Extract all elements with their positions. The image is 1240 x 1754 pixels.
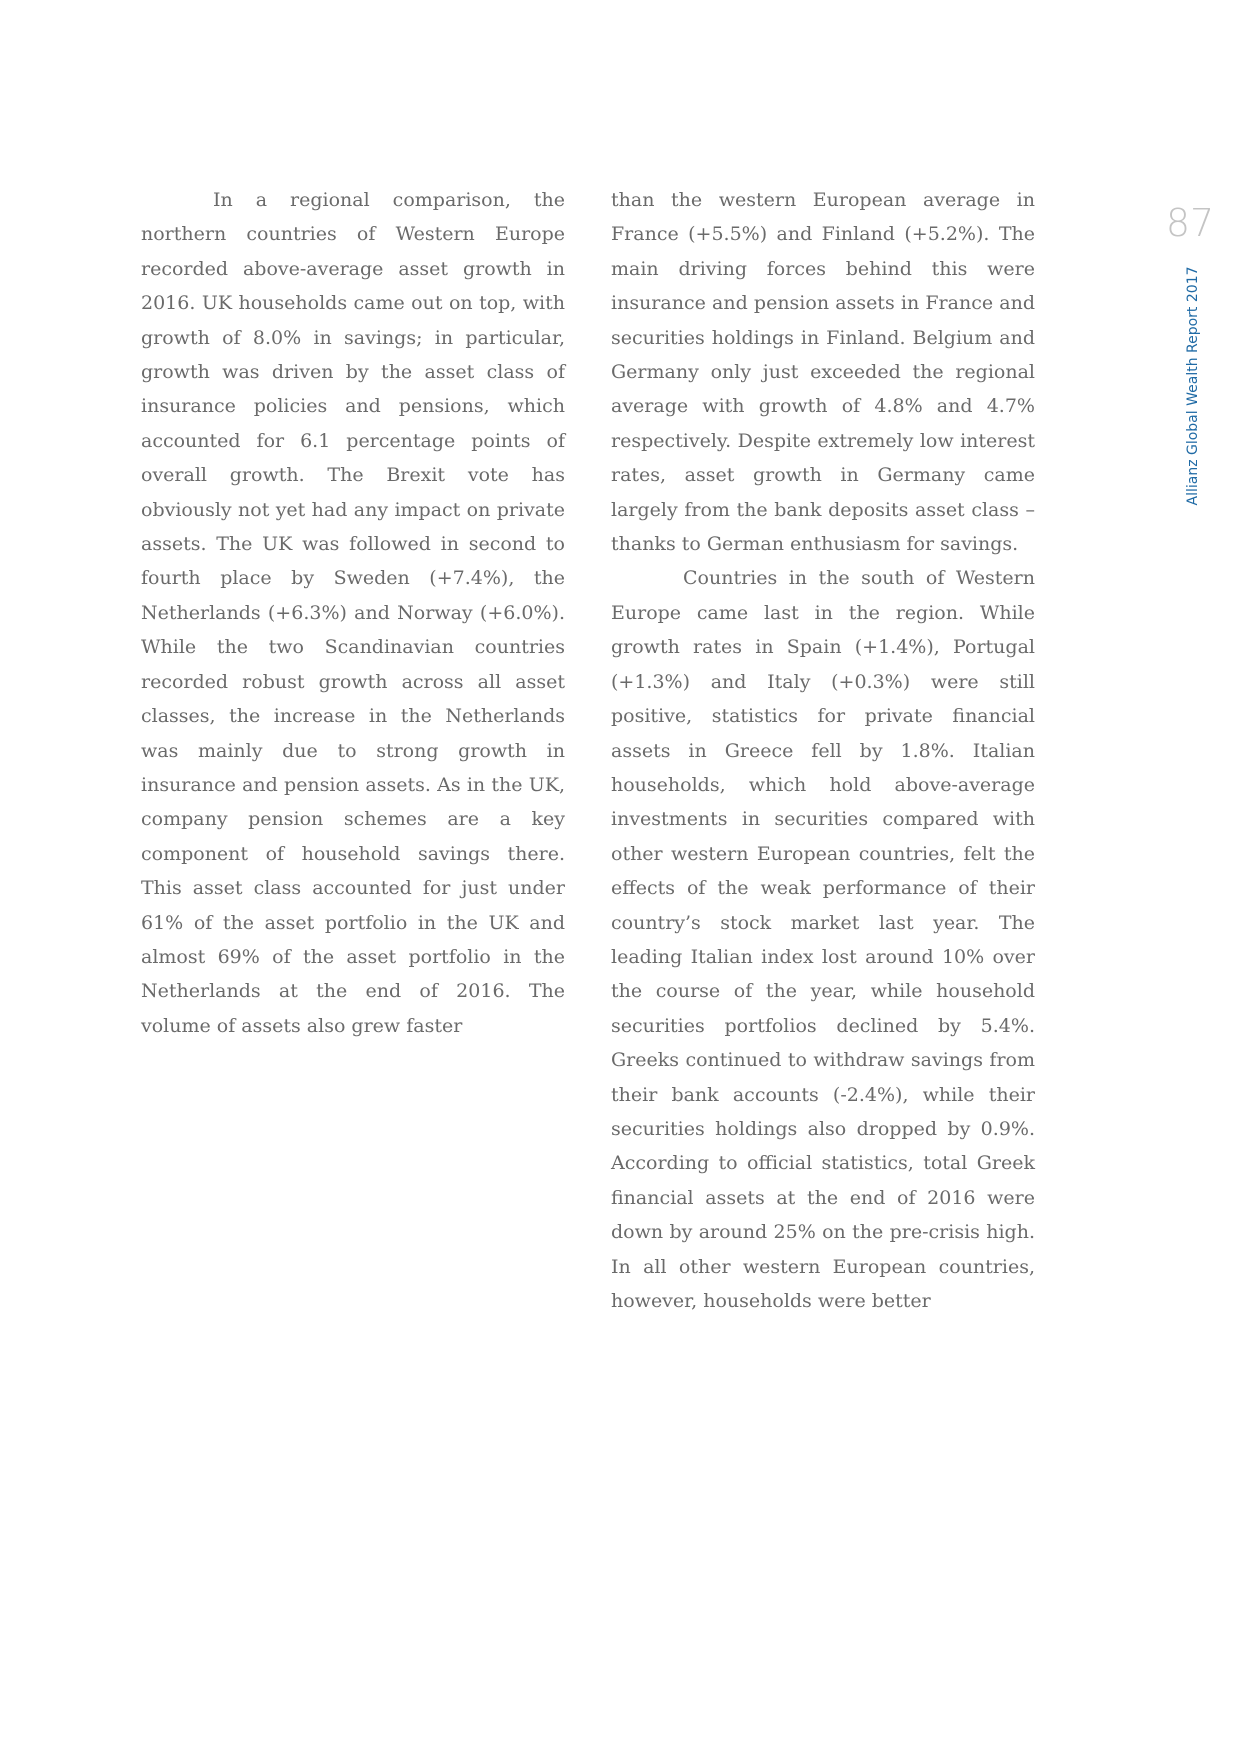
paragraph: Countries in the south of Western Europe came last in the region. While growth rates in Spain (+1.4%), Portugal (+1.3%) and Italy (+0.3%) were still positive, statistics for private financial assets in Greece fell by 1.8%. Italian households, which hold above-average investments in securities compared with other western European countries, felt the effects of the weak performance of their country’s stock market last year. The leading Italian index lost around 10% over the course of the year, while household securities portfolios declined by 5.4%. Greeks continued to withdraw savings from their bank accounts (-2.4%), while their securities holdings also dropped by 0.9%. According to official statistics, total Greek financial assets at the end of 2016 were down by around 25% on the pre-crisis high. In all other western European countries, however, households were better [611, 567, 1035, 1312]
paragraph: In a regional comparison, the northern countries of Western Europe recorded above-average asset growth in 2016. UK households came out on top, with growth of 8.0% in savings; in particular, growth was driven by the asset class of insurance policies and pensions, which accounted for 6.1 percentage points of overall growth. The Brexit vote has obviously not yet had any impact on private assets. The UK was followed in second to fourth place by Sweden (+7.4%), the Netherlands (+6.3%) and Norway (+6.0%). While the two Scandinavian countries recorded robust growth across all asset classes, the increase in the Netherlands was mainly due to strong growth in insurance and pension assets. As in the UK, company pension schemes are a key component of household savings there. This asset class accounted for just under 61% of the asset portfolio in the UK and almost 69% of the asset portfolio in the Netherlands at the end of 2016. The volume of assets also grew faster [141, 189, 565, 1037]
text-column-left [141, 183, 565, 1043]
paragraph: than the western European average in France (+5.5%) and Finland (+5.2%). The main driving forces behind this were insurance and pension assets in France and securities holdings in Finland. Belgium and Germany only just exceeded the regional average with growth of 4.8% and 4.7% respectively. Despite extremely low interest rates, asset growth in Germany came largely from the bank deposits asset class – thanks to German enthusiasm for savings. [611, 189, 1035, 556]
running-head: Allianz Global Wealth Report 2017 [1185, 266, 1201, 506]
text-column-right [611, 183, 1035, 1318]
page-number: 87 [1165, 201, 1215, 245]
